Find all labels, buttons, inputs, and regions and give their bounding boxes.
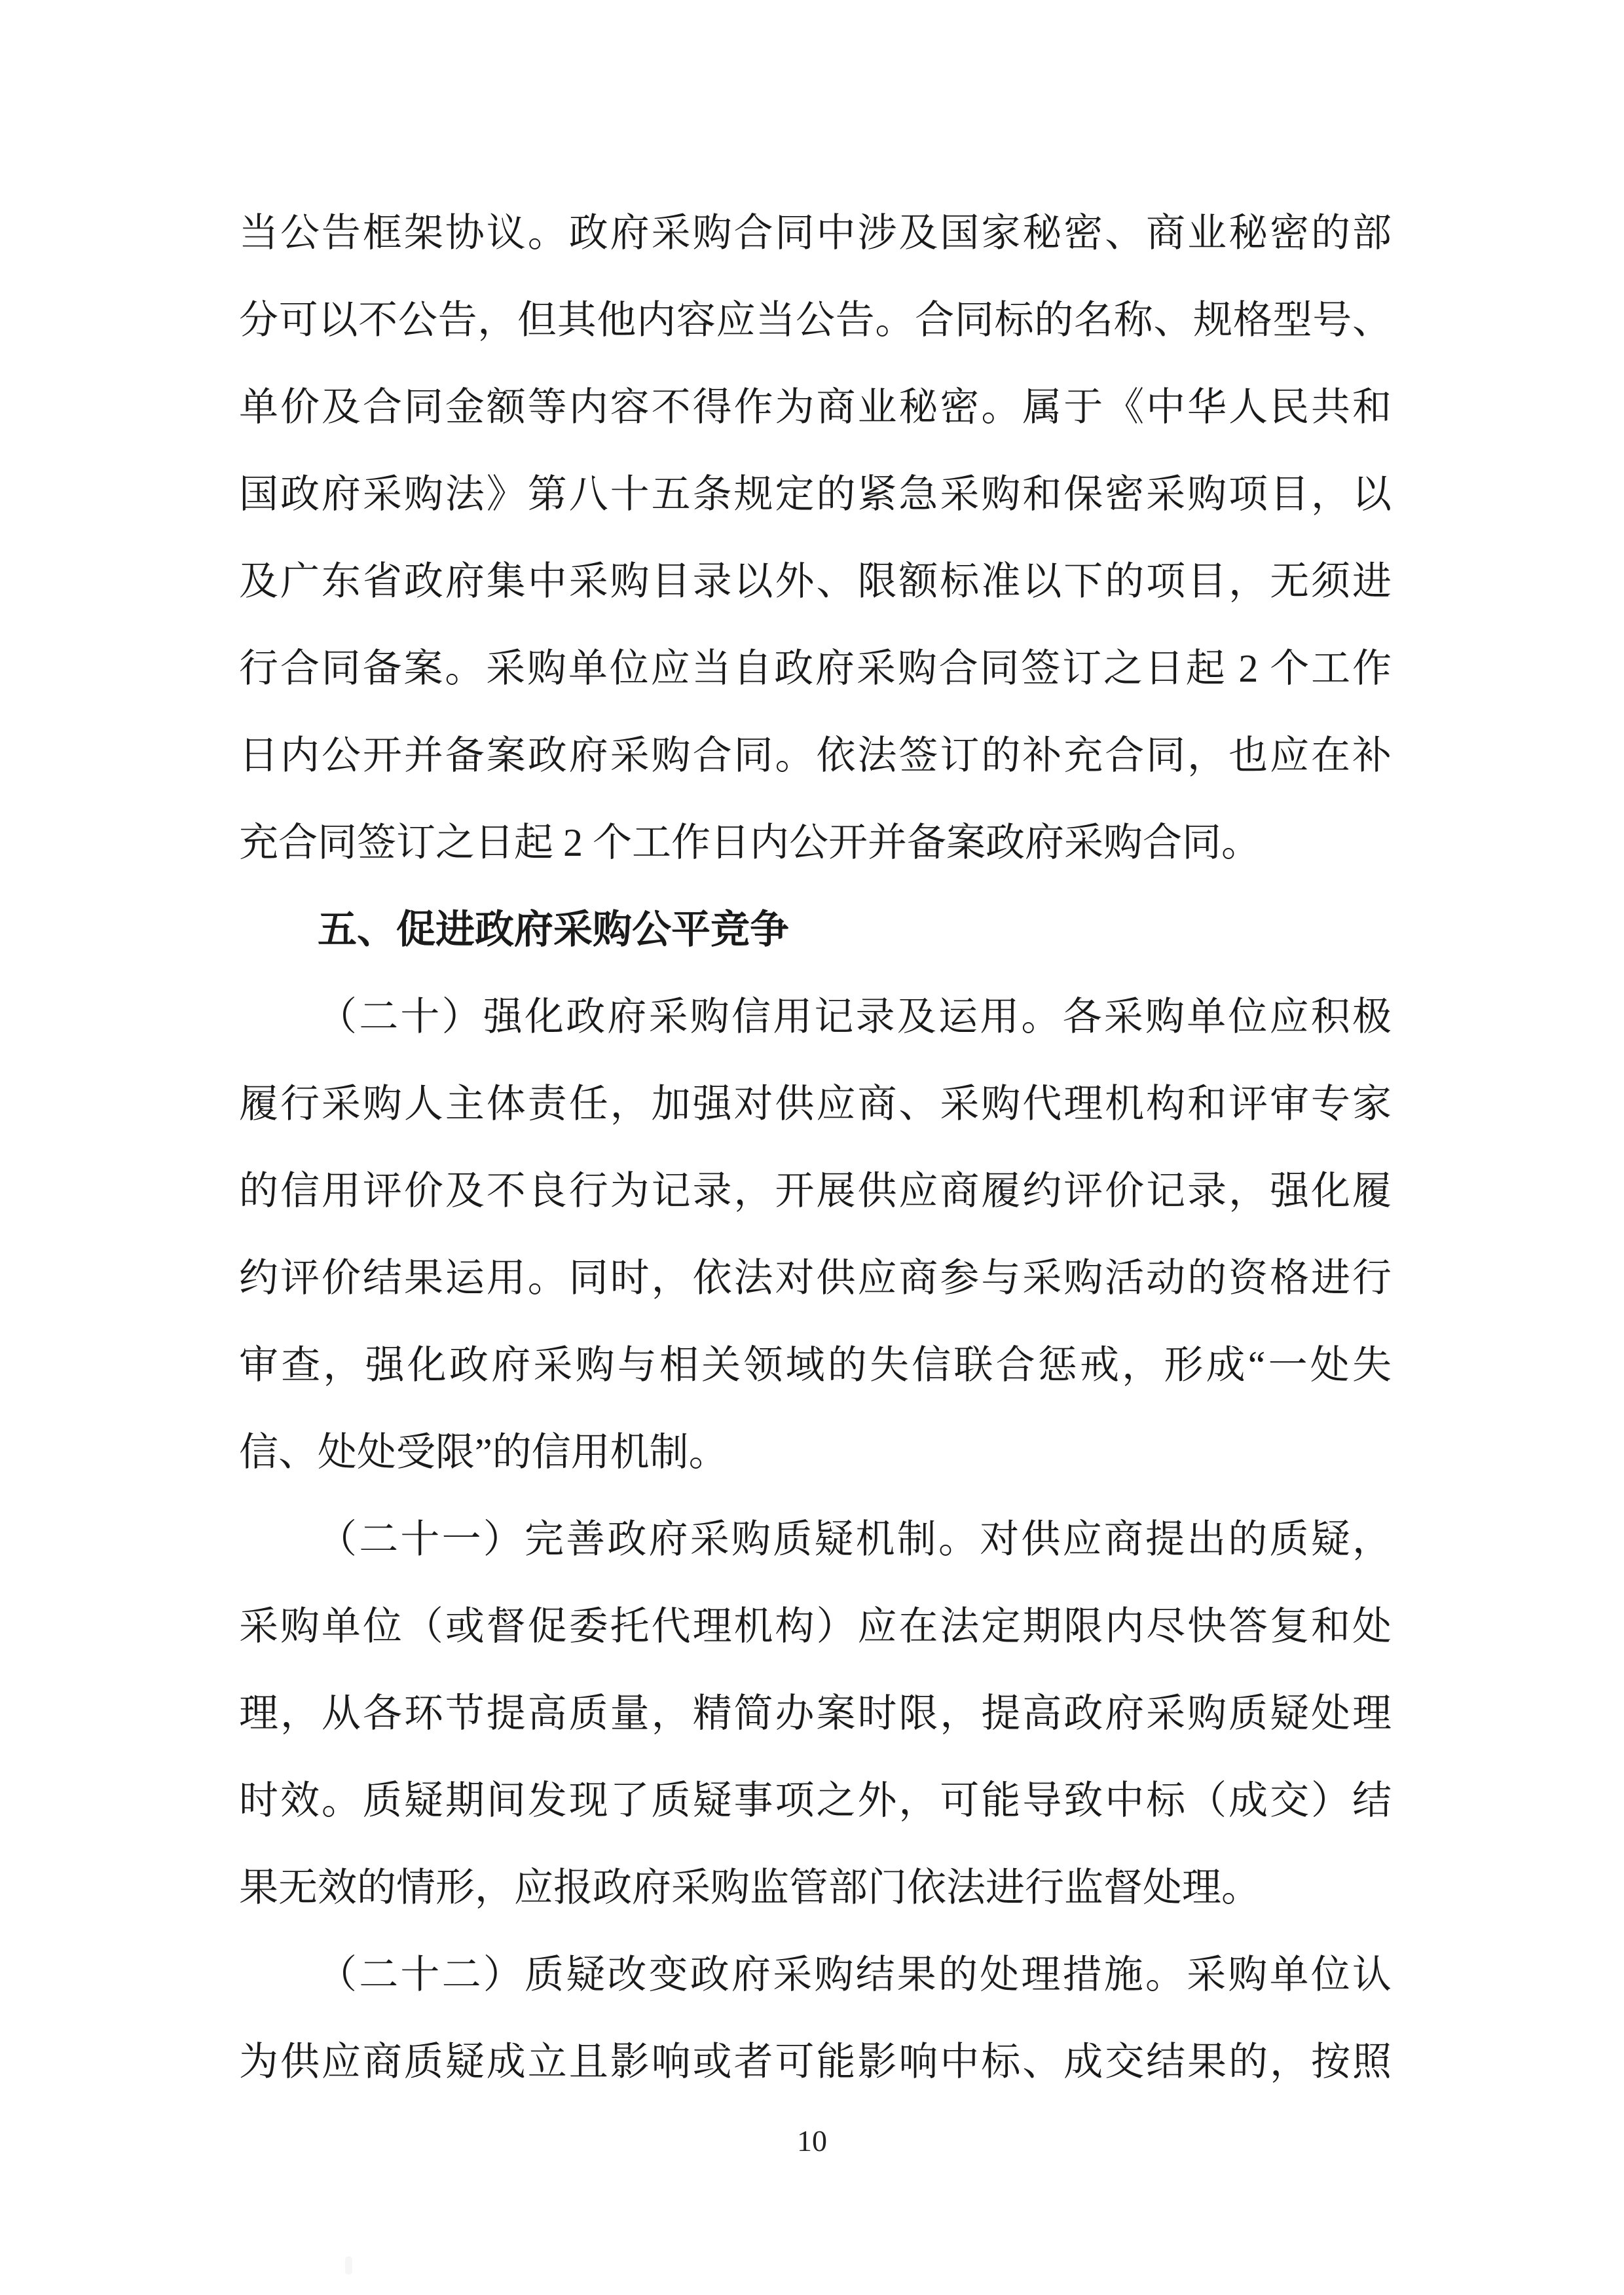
para-21-challenge-mechanism-line: 采购单位（或督促委托代理机构）应在法定期限内尽快答复和处 [239, 1605, 1392, 1648]
para-contract-publication-line: 充合同签订之日起 2 个工作日内公开并备案政府采购合同。 [239, 821, 1261, 864]
para-21-challenge-mechanism-line: 理，从各环节提高质量，精简办案时限，提高政府采购质疑处理 [239, 1692, 1392, 1735]
para-22-result-change-measures-line: 为供应商质疑成立且影响或者可能影响中标、成交结果的，按照 [239, 2040, 1392, 2084]
para-contract-publication-line: 国政府采购法》第八十五条规定的紧急采购和保密采购项目，以 [239, 473, 1392, 516]
para-20-credit-records-line: 信、处处受限”的信用机制。 [239, 1431, 728, 1474]
section-heading-5: 五、促进政府采购公平竞争 [318, 908, 789, 951]
page-number: 10 [797, 2124, 827, 2157]
scan-smudge-artifact [345, 2256, 352, 2275]
document-content [239, 190, 1392, 2106]
para-contract-publication-line: 单价及合同金额等内容不得作为商业秘密。属于《中华人民共和 [239, 386, 1392, 429]
para-contract-publication-line: 分可以不公告，但其他内容应当公告。合同标的名称、规格型号、 [239, 299, 1392, 342]
para-20-credit-records-line: 的信用评价及不良行为记录，开展供应商履约评价记录，强化履 [239, 1169, 1392, 1213]
para-20-credit-records-line: 审查，强化政府采购与相关领域的失信联合惩戒，形成“一处失 [239, 1344, 1392, 1387]
para-21-challenge-mechanism-line: 时效。质疑期间发现了质疑事项之外，可能导致中标（成交）结 [239, 1779, 1392, 1822]
para-contract-publication-line: 及广东省政府集中采购目录以外、限额标准以下的项目，无须进 [239, 560, 1392, 603]
para-contract-publication-line: 当公告框架协议。政府采购合同中涉及国家秘密、商业秘密的部 [239, 211, 1392, 255]
para-20-credit-records-line: 约评价结果运用。同时，依法对供应商参与采购活动的资格进行 [239, 1257, 1392, 1300]
para-21-challenge-mechanism-line: （二十一）完善政府采购质疑机制。对供应商提出的质疑， [318, 1518, 1392, 1561]
para-21-challenge-mechanism-line: 果无效的情形，应报政府采购监管部门依法进行监督处理。 [239, 1866, 1261, 1909]
para-20-credit-records-line: 履行采购人主体责任，加强对供应商、采购代理机构和评审专家 [239, 1082, 1392, 1126]
para-20-credit-records-line: （二十）强化政府采购信用记录及运用。各采购单位应积极 [318, 995, 1392, 1038]
para-contract-publication-line: 行合同备案。采购单位应当自政府采购合同签订之日起 2 个工作 [239, 647, 1392, 690]
para-22-result-change-measures-line: （二十二）质疑改变政府采购结果的处理措施。采购单位认 [318, 1953, 1392, 1996]
para-contract-publication-line: 日内公开并备案政府采购合同。依法签订的补充合同，也应在补 [239, 734, 1392, 777]
